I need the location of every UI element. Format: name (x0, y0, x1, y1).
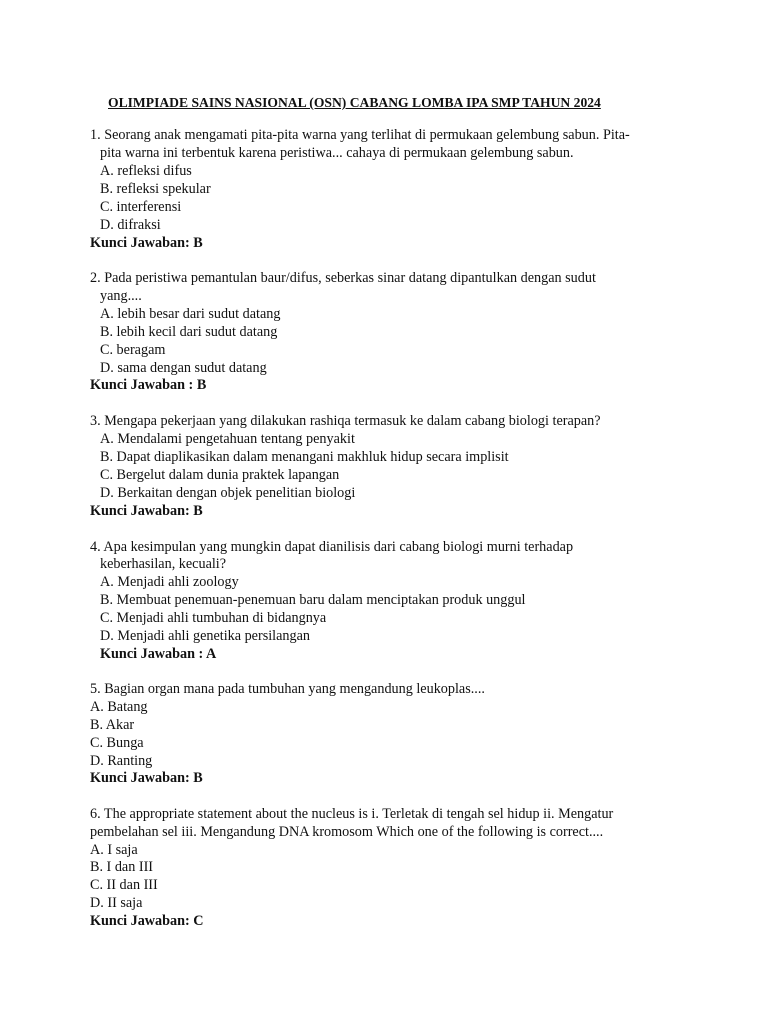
question-2-option-c: C. beragam (100, 342, 166, 358)
question-1-option-d: D. difraksi (100, 217, 161, 233)
question-2-answer-key: Kunci Jawaban : B (90, 377, 207, 393)
question-1-option-c: C. interferensi (100, 199, 182, 215)
question-1-answer-key: Kunci Jawaban: B (90, 235, 203, 251)
question-2-option-b: B. lebih kecil dari sudut datang (100, 324, 278, 340)
question-4-stem-line-2: keberhasilan, kecuali? (100, 556, 227, 572)
question-4-option-c: C. Menjadi ahli tumbuhan di bidangnya (100, 610, 327, 626)
question-1-stem-line-2: pita warna ini terbentuk karena peristiwa... cahaya di permukaan gelembung sabun. (100, 145, 574, 161)
document-title: OLIMPIADE SAINS NASIONAL (OSN) CABANG LOMBA IPA SMP TAHUN 2024 (108, 95, 601, 110)
question-5-stem-line-1: 5. Bagian organ mana pada tumbuhan yang mengandung leukoplas.... (90, 681, 485, 697)
question-2-option-d: D. sama dengan sudut datang (100, 360, 267, 376)
question-1-option-a: A. refleksi difus (100, 163, 192, 179)
question-3-option-c: C. Bergelut dalam dunia praktek lapangan (100, 467, 340, 483)
question-5-option-d: D. Ranting (90, 753, 153, 769)
question-6-option-d: D. II saja (90, 895, 143, 911)
question-4-option-b: B. Membuat penemuan-penemuan baru dalam menciptakan produk unggul (100, 592, 526, 608)
question-4-option-d: D. Menjadi ahli genetika persilangan (100, 628, 310, 644)
question-3-stem-line-1: 3. Mengapa pekerjaan yang dilakukan rashiqa termasuk ke dalam cabang biologi terapan? (90, 413, 601, 429)
question-4-option-a: A. Menjadi ahli zoology (100, 574, 239, 590)
question-1-option-b: B. refleksi spekular (100, 181, 211, 197)
question-2-stem-line-1: 2. Pada peristiwa pemantulan baur/difus, seberkas sinar datang dipantulkan dengan sudut (90, 270, 596, 286)
question-2-option-a: A. lebih besar dari sudut datang (100, 306, 281, 322)
question-3-option-a: A. Mendalami pengetahuan tentang penyakit (100, 431, 355, 447)
question-5-option-b: B. Akar (90, 717, 135, 733)
question-6-answer-key: Kunci Jawaban: C (90, 913, 204, 929)
question-3-answer-key: Kunci Jawaban: B (90, 503, 203, 519)
question-6-stem-line-2: pembelahan sel iii. Mengandung DNA kromosom Which one of the following is correct.... (90, 824, 604, 840)
question-5-answer-key: Kunci Jawaban: B (90, 770, 203, 786)
question-6-option-c: C. II dan III (90, 877, 158, 893)
question-6-option-a: A. I saja (90, 842, 138, 858)
question-2-stem-line-2: yang.... (100, 288, 142, 304)
question-3-option-b: B. Dapat diaplikasikan dalam menangani makhluk hidup secara implisit (100, 449, 509, 465)
question-6-stem-line-1: 6. The appropriate statement about the nucleus is i. Terletak di tengah sel hidup ii. Mengatur (90, 806, 614, 822)
question-5-option-c: C. Bunga (90, 735, 144, 751)
question-1-stem-line-1: 1. Seorang anak mengamati pita-pita warna yang terlihat di permukaan gelembung sabun. Pita- (90, 127, 630, 143)
question-6-option-b: B. I dan III (90, 859, 154, 875)
question-4-answer-key: Kunci Jawaban : A (100, 646, 217, 662)
question-5-option-a: A. Batang (90, 699, 148, 715)
question-4-stem-line-1: 4. Apa kesimpulan yang mungkin dapat dianilisis dari cabang biologi murni terhadap (90, 539, 574, 555)
question-3-option-d: D. Berkaitan dengan objek penelitian biologi (100, 485, 356, 501)
